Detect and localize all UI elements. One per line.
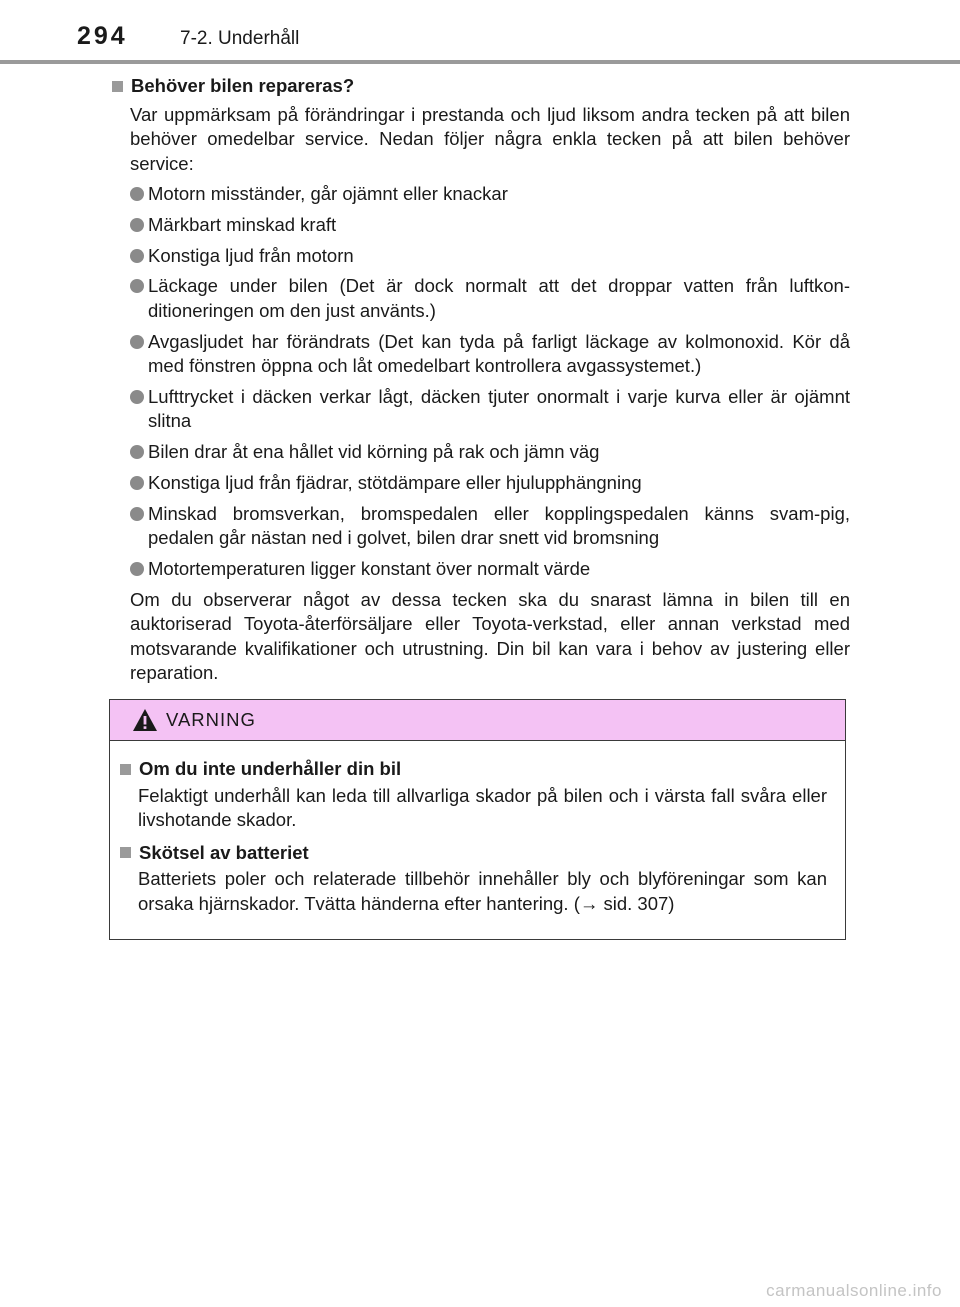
list-item: Bilen drar åt ena hållet vid körning på rak och jämn väg [110, 440, 850, 465]
warning-heading-text: Om du inte underhåller din bil [139, 758, 402, 779]
square-bullet-icon [120, 764, 131, 775]
bullet-dot-icon [130, 279, 144, 293]
chapter-title: 7-2. Underhåll [180, 28, 300, 49]
list-item: Motortemperaturen ligger konstant över normalt värde [110, 557, 850, 582]
list-item: Konstiga ljud från fjädrar, stötdämpare eller hjulupphängning [110, 471, 850, 496]
symptom-list [110, 182, 850, 582]
list-item: Märkbart minskad kraft [110, 213, 850, 238]
closing-paragraph: Om du observerar något av dessa tecken ska du snarast lämna in bilen till en auktoriserad Toyota-återförsäljare eller Toyota-verkstad, eller annan verkstad med motsvarande kvalifikationer och utrustning. Din bil kan vara i behov av justering eller reparation. [130, 588, 850, 684]
bullet-dot-icon [130, 187, 144, 201]
bullet-dot-icon [130, 562, 144, 576]
list-item: Minskad bromsverkan, bromspedalen eller kopplingspedalen känns svam-pig, pedalen går nästan ned i golvet, bilen drar snett vid bromsning [110, 502, 850, 551]
square-bullet-icon [112, 81, 123, 92]
bullet-dot-icon [130, 476, 144, 490]
warning-triangle-icon [132, 708, 158, 732]
warning-section-heading [118, 841, 827, 866]
warning-box [109, 699, 846, 940]
bullet-dot-icon [130, 335, 144, 349]
bullet-dot-icon [130, 390, 144, 404]
page-number: 294 [77, 22, 128, 50]
list-item: Avgasljudet har förändrats (Det kan tyda på farligt läckage av kolmonoxid. Kör då med fönstren öppna och låt omedelbart kontrollera avgassystemet.) [110, 330, 850, 379]
warning-section-heading [118, 757, 827, 782]
warning-paragraph: Batteriets poler och relaterade tillbehör innehåller bly och blyföreningar som kan orsaka hjärnskador. Tvätta händerna efter hantering. (→ sid. 307) [138, 868, 827, 914]
warning-header [110, 700, 845, 741]
warning-paragraph: Felaktigt underhåll kan leda till allvarliga skador på bilen och i värsta fall svåra eller livshotande skador. [138, 784, 827, 830]
list-item: Konstiga ljud från motorn [110, 244, 850, 269]
section-heading-text: Behöver bilen repareras? [131, 75, 355, 96]
main-content [110, 68, 850, 686]
list-item: Läckage under bilen (Det är dock normalt att det droppar vatten från luftkon-ditioneringen om den just använts.) [110, 274, 850, 323]
intro-paragraph: Var uppmärksam på förändringar i prestanda och ljud liksom andra tecken på att bilen behöver omedelbar service. Nedan följer några enkla tecken på att bilen behöver service: [130, 103, 850, 174]
warning-heading-text: Skötsel av batteriet [139, 841, 309, 863]
bullet-dot-icon [130, 249, 144, 263]
list-item: Motorn misständer, går ojämnt eller knackar [110, 182, 850, 207]
bullet-dot-icon [130, 445, 144, 459]
header-divider [0, 60, 960, 64]
warning-body [110, 741, 845, 916]
list-item: Lufttrycket i däcken verkar lågt, däcken tjuter onormalt i varje kurva eller är ojämnt slitna [110, 385, 850, 434]
bullet-dot-icon [130, 218, 144, 232]
watermark: carmanualsonline.info [766, 1281, 942, 1300]
bullet-dot-icon [130, 507, 144, 521]
warning-title: VARNING [166, 709, 256, 730]
square-bullet-icon [120, 847, 131, 858]
section-heading [110, 74, 850, 99]
